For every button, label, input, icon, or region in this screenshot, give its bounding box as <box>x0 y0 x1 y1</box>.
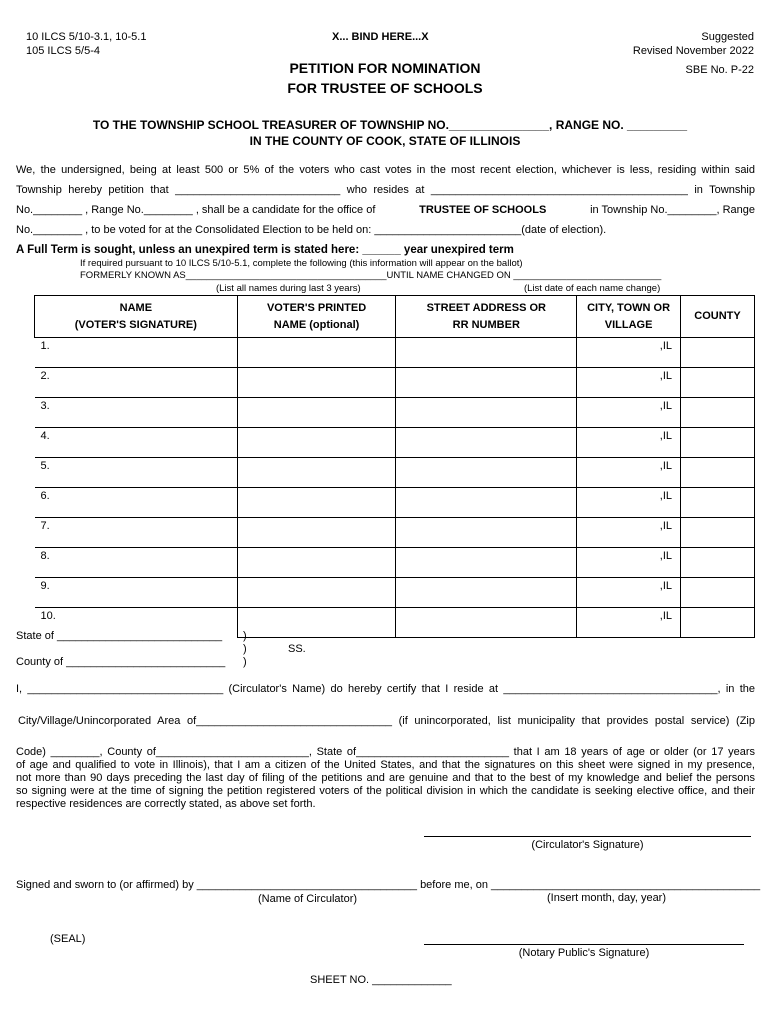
table-row <box>35 338 755 368</box>
city-cell[interactable]: ,IL <box>577 488 681 518</box>
name-of-circulator-label: (Name of Circulator) <box>258 893 358 905</box>
county-cell[interactable] <box>681 398 755 428</box>
address-cell[interactable] <box>396 518 577 548</box>
header-name-line2: (VOTER'S SIGNATURE) <box>74 318 197 331</box>
seal-label: (SEAL) <box>50 933 86 945</box>
county-cell[interactable] <box>681 368 755 398</box>
list-dates-note: (List date of each name change) <box>524 283 661 294</box>
printed-name-cell[interactable] <box>237 428 396 458</box>
county-cell[interactable] <box>681 458 755 488</box>
city-cell[interactable]: ,IL <box>577 368 681 398</box>
printed-name-cell[interactable] <box>237 368 396 398</box>
state-of-field[interactable]: State of ___________________________ <box>16 630 223 642</box>
address-cell[interactable] <box>396 488 577 518</box>
name-cell[interactable]: 8. <box>35 548 238 578</box>
header-name <box>35 296 238 338</box>
table-row <box>35 368 755 398</box>
intro-line1: We, the undersigned, being at least 500 or 5% of the voters who cast votes in the most recent election, whichever is less, residing within said <box>16 164 755 176</box>
intro-line3-end: in Township No.________, Range <box>587 204 755 216</box>
sworn-statement: Signed and sworn to (or affirmed) by ____________________________________ before me, on ____________________________________________ <box>16 879 761 891</box>
header-address-line2: RR NUMBER <box>452 318 520 331</box>
ballot-note: If required pursuant to 10 ILCS 5/10-5.1, complete the following (this information will appear on the ballot) <box>80 258 523 269</box>
venue-paren-1: ) <box>243 630 247 642</box>
ss-label: SS. <box>288 643 306 655</box>
header-address <box>396 296 577 338</box>
venue-paren-2: ) <box>243 643 247 655</box>
city-cell[interactable]: ,IL <box>577 518 681 548</box>
county-cell[interactable] <box>681 578 755 608</box>
county-cell[interactable] <box>681 608 755 638</box>
county-cell[interactable] <box>681 338 755 368</box>
name-cell[interactable]: 7. <box>35 518 238 548</box>
revised-date: Revised November 2022 <box>632 45 754 57</box>
city-cell[interactable]: ,IL <box>577 578 681 608</box>
office-name: TRUSTEE OF SCHOOLS <box>419 204 547 216</box>
form-number: SBE No. P-22 <box>685 64 754 76</box>
printed-name-cell[interactable] <box>237 488 396 518</box>
bind-here-mark: X... BIND HERE...X <box>332 31 429 43</box>
suggested-label: Suggested <box>701 31 754 43</box>
city-cell[interactable]: ,IL <box>577 608 681 638</box>
name-cell[interactable]: 6. <box>35 488 238 518</box>
header-county: COUNTY <box>681 296 755 338</box>
printed-name-cell[interactable] <box>237 518 396 548</box>
insert-date-label: (Insert month, day, year) <box>547 892 667 904</box>
address-cell[interactable] <box>396 578 577 608</box>
certification-line2: City/Village/Unincorporated Area of________________________________ (if unincorporated, list municipality that provides postal service) (Zip <box>18 715 755 727</box>
printed-name-cell[interactable] <box>237 548 396 578</box>
full-term-statement: A Full Term is sought, unless an unexpired term is stated here: ______ year unexpired term <box>16 244 514 256</box>
printed-name-cell[interactable] <box>237 608 396 638</box>
header-printed-line1: VOTER'S PRINTED <box>266 301 367 314</box>
table-row <box>35 398 755 428</box>
certification-line1: I, ________________________________ (Circulator's Name) do hereby certify that I reside at ___________________________________, in the <box>16 683 755 695</box>
table-row <box>35 578 755 608</box>
name-cell[interactable]: 1. <box>35 338 238 368</box>
notary-signature-line[interactable] <box>424 944 744 945</box>
addressee-line1: TO THE TOWNSHIP SCHOOL TREASURER OF TOWNSHIP NO._______________, RANGE NO. _________ <box>92 118 688 132</box>
name-cell[interactable]: 3. <box>35 398 238 428</box>
name-cell[interactable]: 10. <box>35 608 238 638</box>
county-cell[interactable] <box>681 488 755 518</box>
statute-citation-2: 105 ILCS 5/5-4 <box>26 45 100 57</box>
county-cell[interactable] <box>681 428 755 458</box>
notary-signature-label: (Notary Public's Signature) <box>518 947 650 959</box>
intro-line3-start: No.________ , Range No.________ , shall be a candidate for the office of <box>16 204 379 216</box>
form-title-line2: FOR TRUSTEE OF SCHOOLS <box>287 80 483 96</box>
address-cell[interactable] <box>396 338 577 368</box>
printed-name-cell[interactable] <box>237 338 396 368</box>
city-cell[interactable]: ,IL <box>577 398 681 428</box>
printed-name-cell[interactable] <box>237 458 396 488</box>
table-header-row <box>35 296 755 338</box>
table-row <box>35 548 755 578</box>
header-city-line1: CITY, TOWN OR <box>587 301 671 314</box>
header-printed-name <box>237 296 396 338</box>
statute-citation-1: 10 ILCS 5/10-3.1, 10-5.1 <box>26 31 147 43</box>
address-cell[interactable] <box>396 548 577 578</box>
county-cell[interactable] <box>681 518 755 548</box>
header-printed-line2: NAME (optional) <box>273 318 360 331</box>
formerly-known-as: FORMERLY KNOWN AS______________________________________UNTIL NAME CHANGED ON ____________________________ <box>80 270 662 281</box>
venue-paren-3: ) <box>243 656 247 668</box>
header-address-line1: STREET ADDRESS OR <box>426 301 546 314</box>
list-names-note: (List all names during last 3 years) <box>216 283 361 294</box>
city-cell[interactable]: ,IL <box>577 548 681 578</box>
table-row <box>35 458 755 488</box>
intro-line2: Township hereby petition that ___________________________ who resides at __________________________________________ in Township <box>16 184 755 196</box>
city-cell[interactable]: ,IL <box>577 458 681 488</box>
certification-line5: not more than 90 days preceding the last day of filing of the petitions and are genuine and that to the best of my knowledge and belief the persons <box>16 772 755 784</box>
county-of-field[interactable]: County of __________________________ <box>16 656 226 668</box>
city-cell[interactable]: ,IL <box>577 338 681 368</box>
header-name-line1: NAME <box>119 301 153 314</box>
signature-table <box>34 295 755 638</box>
addressee-line2: IN THE COUNTY OF COOK, STATE OF ILLINOIS <box>249 134 521 148</box>
form-title-line1: PETITION FOR NOMINATION <box>289 60 481 76</box>
address-cell[interactable] <box>396 428 577 458</box>
name-cell[interactable]: 4. <box>35 428 238 458</box>
table-row <box>35 518 755 548</box>
certification-line7: respective residences are correctly stated, as above set forth. <box>16 798 316 810</box>
circulator-signature-label: (Circulator's Signature) <box>531 839 644 851</box>
certification-line6: so signing were at the time of signing the petition registered voters of the political division in which the candidate is seeking elective office, and their <box>16 785 755 797</box>
certification-line3: Code) ________, County of_________________________, State of_________________________ that I am 18 years of age or older (or 17 years <box>16 746 755 758</box>
header-city <box>577 296 681 338</box>
name-cell[interactable]: 2. <box>35 368 238 398</box>
address-cell[interactable] <box>396 368 577 398</box>
address-cell[interactable] <box>396 608 577 638</box>
county-cell[interactable] <box>681 548 755 578</box>
address-cell[interactable] <box>396 398 577 428</box>
certification-line4: of age and qualified to vote in Illinois), that I am a citizen of the United States, and that the signatures on this sheet were signed in my presence, <box>16 759 755 771</box>
city-cell[interactable]: ,IL <box>577 428 681 458</box>
printed-name-cell[interactable] <box>237 398 396 428</box>
table-row <box>35 428 755 458</box>
sheet-number[interactable]: SHEET NO. _____________ <box>310 974 452 986</box>
circulator-signature-line[interactable] <box>424 836 751 837</box>
name-cell[interactable]: 9. <box>35 578 238 608</box>
name-cell[interactable]: 5. <box>35 458 238 488</box>
header-city-line2: VILLAGE <box>604 318 653 331</box>
table-row <box>35 488 755 518</box>
intro-line4: No.________ , to be voted for at the Consolidated Election to be held on: ________________________(date of election). <box>16 224 607 236</box>
printed-name-cell[interactable] <box>237 578 396 608</box>
intro-line3 <box>16 200 755 220</box>
address-cell[interactable] <box>396 458 577 488</box>
